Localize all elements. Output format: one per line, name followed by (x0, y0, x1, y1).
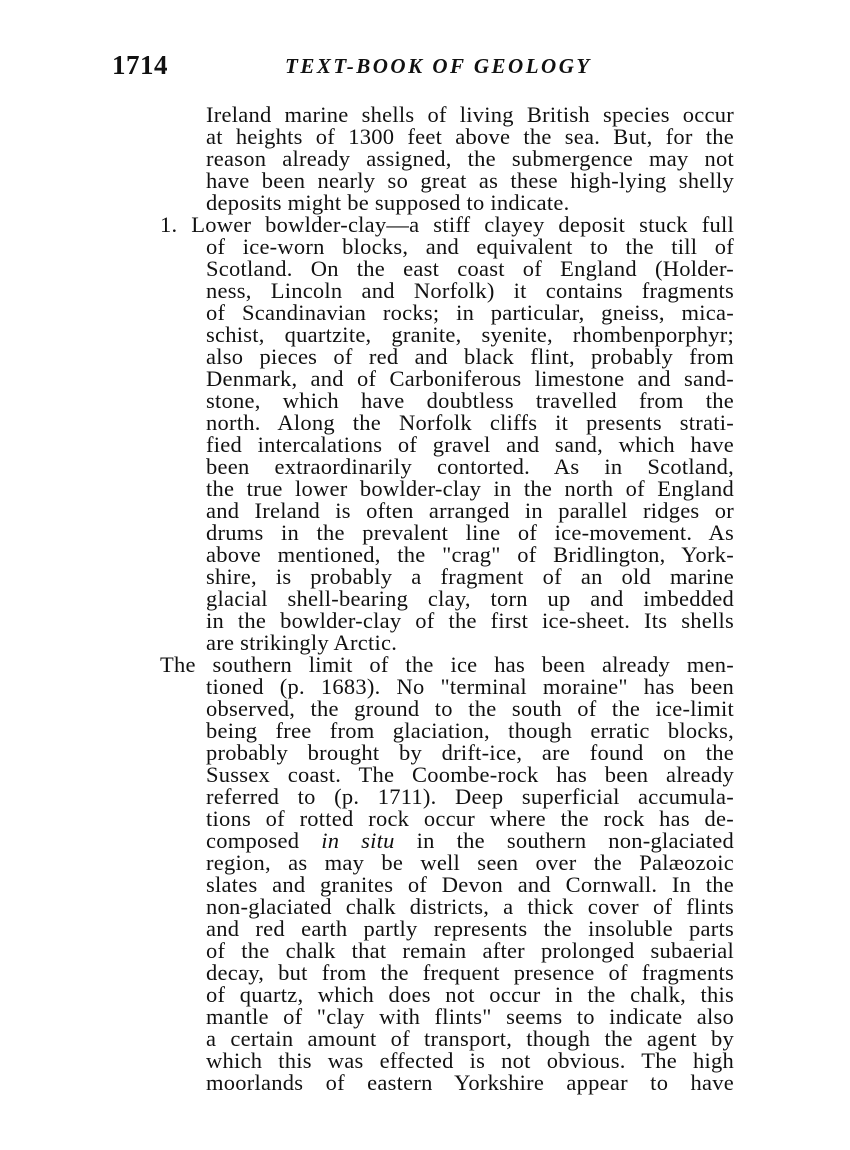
text-line: Denmark, and of Carboniferous limestone and sand- (206, 366, 734, 391)
text-line: 1. Lower bowlder-clay—a stiff clayey deposit stuck full (160, 212, 734, 237)
text-line: a certain amount of transport, though the agent by (206, 1026, 734, 1051)
text-line: ness, Lincoln and Norfolk) it contains fragments (206, 278, 734, 303)
text-line: stone, which have doubtless travelled from the (206, 388, 734, 413)
text-line: referred to (p. 1711). Deep superficial accumula- (206, 784, 734, 809)
text-line: have been nearly so great as these high-lying shelly (206, 168, 734, 193)
text-line: probably brought by drift-ice, are found on the (206, 740, 734, 765)
text-line: above mentioned, the "crag" of Bridlington, York- (206, 542, 734, 567)
text-line: non-glaciated chalk districts, a thick cover of flints (206, 894, 734, 919)
text-line: of ice-worn blocks, and equivalent to the till of (206, 234, 734, 259)
text-line: at heights of 1300 feet above the sea. But, for the (206, 124, 734, 149)
running-head (112, 50, 732, 90)
text-line: of the chalk that remain after prolonged subaerial (206, 938, 734, 963)
text-line: region, as may be well seen over the Palæozoic (206, 850, 734, 875)
text-line: Scotland. On the east coast of England (Holder- (206, 256, 734, 281)
text-line: been extraordinarily contorted. As in Scotland, (206, 454, 734, 479)
running-title: TEXT-BOOK OF GEOLOGY (285, 54, 592, 78)
text-line: drums in the prevalent line of ice-movement. As (206, 520, 734, 545)
text-line: moorlands of eastern Yorkshire appear to have (206, 1070, 734, 1095)
text-line: of Scandinavian rocks; in particular, gneiss, mica- (206, 300, 734, 325)
text-line: glacial shell-bearing clay, torn up and imbedded (206, 586, 734, 611)
text-line: shire, is probably a fragment of an old marine (206, 564, 734, 589)
text-line: decay, but from the frequent presence of fragments (206, 960, 734, 985)
text-line: fied intercalations of gravel and sand, which have (206, 432, 734, 457)
text-line: Ireland marine shells of living British species occur (206, 102, 734, 127)
text-line: in the bowlder-clay of the first ice-sheet. Its shells (206, 608, 734, 633)
text-line: also pieces of red and black flint, probably from (206, 344, 734, 369)
text-line: being free from glaciation, though erratic blocks, (206, 718, 734, 743)
text-line: and red earth partly represents the insoluble parts (206, 916, 734, 941)
text-line: tions of rotted rock occur where the rock has de- (206, 806, 734, 831)
text-line: The southern limit of the ice has been already men- (160, 652, 734, 677)
text-line: reason already assigned, the submergence may not (206, 146, 734, 171)
text-line: which this was effected is not obvious. The high (206, 1048, 734, 1073)
text-line: north. Along the Norfolk cliffs it presents strati- (206, 410, 734, 435)
text-line: and Ireland is often arranged in parallel ridges or (206, 498, 734, 523)
text-line: the true lower bowlder-clay in the north of England (206, 476, 734, 501)
text-line: deposits might be supposed to indicate. (206, 190, 570, 215)
text-line: schist, quartzite, granite, syenite, rhombenporphyr; (206, 322, 734, 347)
text-line: Sussex coast. The Coombe-rock has been already (206, 762, 734, 787)
text-line: slates and granites of Devon and Cornwall. In the (206, 872, 734, 897)
text-line: observed, the ground to the south of the ice-limit (206, 696, 734, 721)
text-line: mantle of "clay with flints" seems to indicate also (206, 1004, 734, 1029)
text-line: are strikingly Arctic. (206, 630, 398, 655)
text-line: tioned (p. 1683). No "terminal moraine" has been (206, 674, 734, 699)
text-line: of quartz, which does not occur in the chalk, this (206, 982, 734, 1007)
page-number: 1714 (112, 50, 168, 80)
text-line: composed in situ in the southern non-glaciated (206, 828, 734, 853)
